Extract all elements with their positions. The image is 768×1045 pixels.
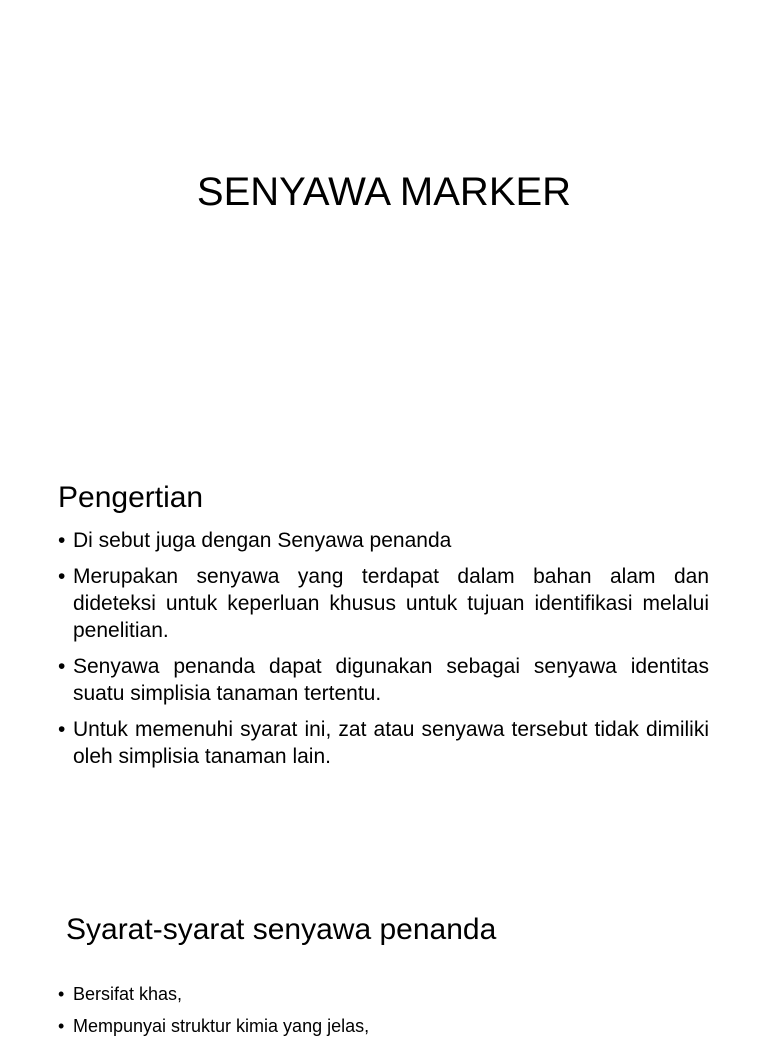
definition-heading: Pengertian [58,481,204,514]
list-item: • Bersifat khas, [58,981,709,1007]
list-item: • Di sebut juga dengan Senyawa penanda [58,527,709,554]
list-item: • Senyawa penanda dapat digunakan sebagai senyawa identitas suatu simplisia tanaman tertentu. [58,653,709,707]
definition-slide [0,460,768,790]
requirements-slide [0,890,768,1036]
list-item: • Merupakan senyawa yang terdapat dalam bahan alam dan dideteksi untuk keperluan khusus untuk tujuan identifikasi melalui penelitian. [58,563,709,644]
definition-bullet-list [58,527,709,779]
requirements-heading: Syarat-syarat senyawa penanda [66,913,497,946]
slide-title: SENYAWA MARKER [196,170,572,214]
list-item: • Untuk memenuhi syarat ini, zat atau senyawa tersebut tidak dimiliki oleh simplisia tanaman lain. [58,716,709,770]
title-slide [0,0,768,260]
requirements-bullet-list [58,981,709,1045]
list-item: • Mempunyai struktur kimia yang jelas, [58,1013,709,1039]
